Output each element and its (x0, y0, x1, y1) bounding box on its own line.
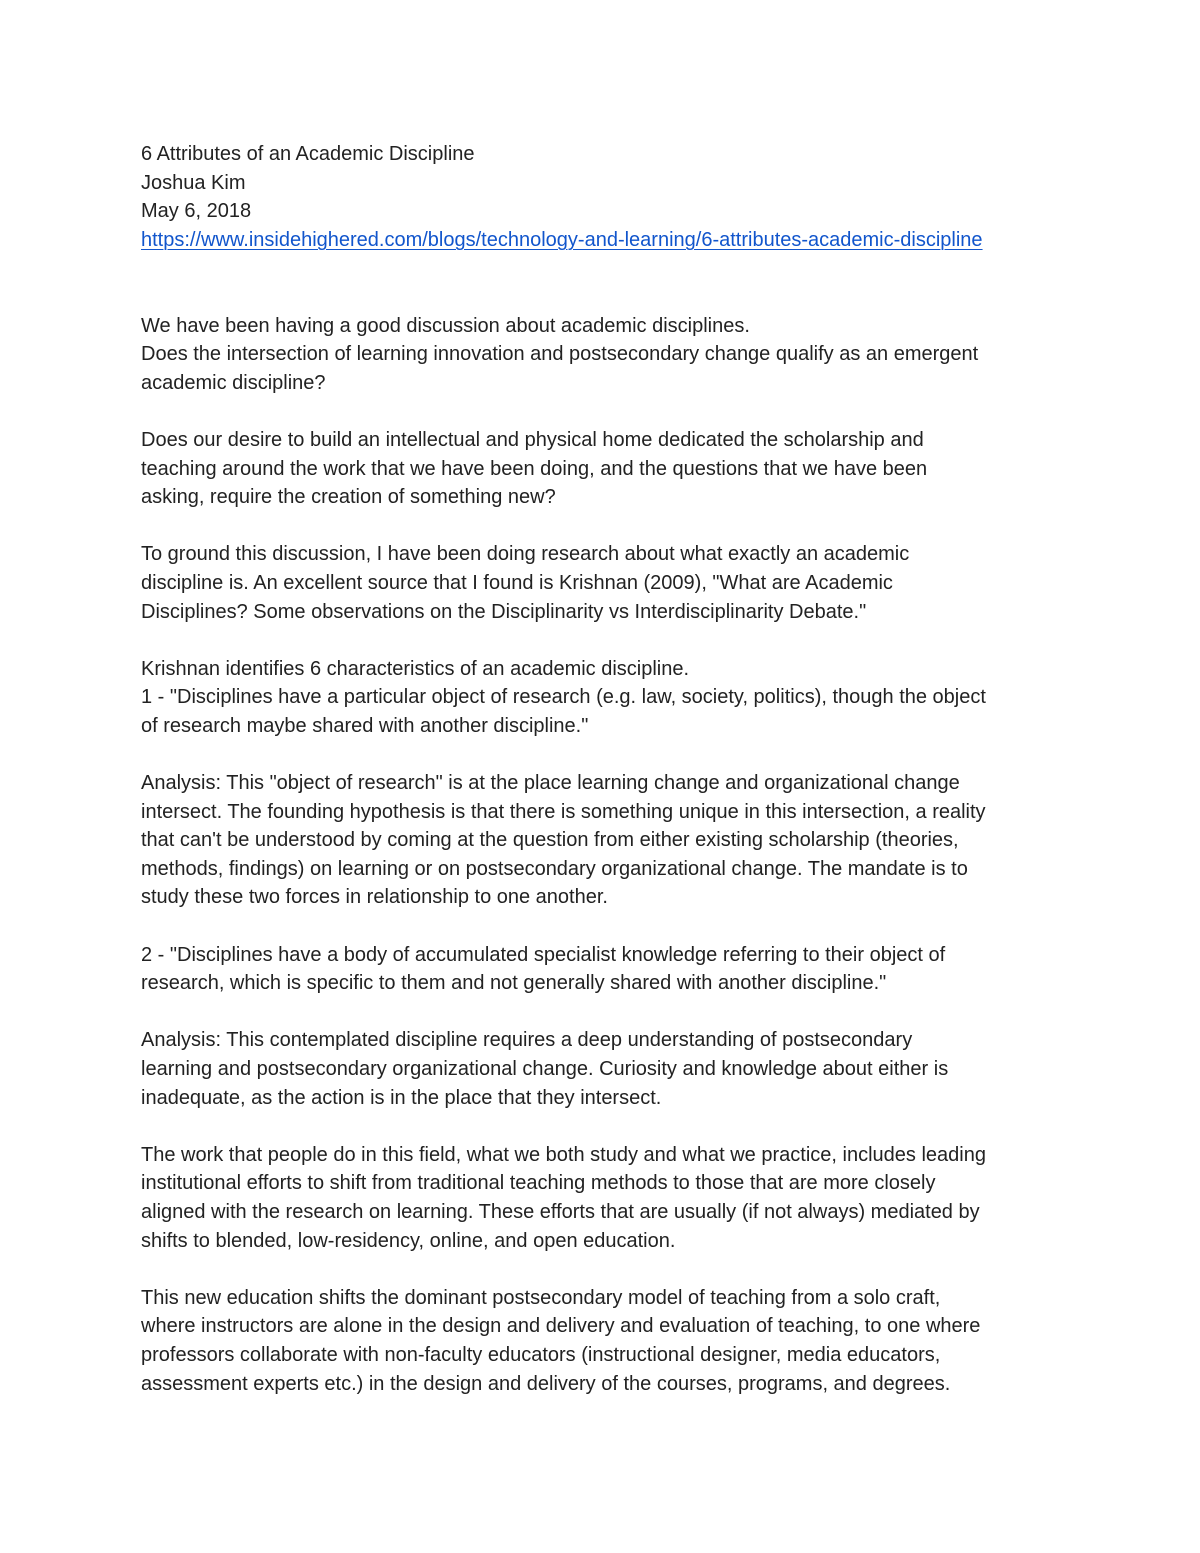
text-line: Does our desire to build an intellectual and physical home dedicated the scholarship and (141, 428, 924, 451)
author-name: Joshua Kim (141, 171, 246, 194)
text-line: Does the intersection of learning innovation and postsecondary change qualify as an emergent (141, 343, 979, 366)
text-line: learning and postsecondary organizational change. Curiosity and knowledge about either is (141, 1058, 949, 1080)
paragraph-spacer (141, 626, 1071, 655)
paragraph (141, 426, 1071, 512)
paragraph (141, 1026, 1071, 1112)
text-line: 2 - "Disciplines have a body of accumulated specialist knowledge referring to their object of (141, 943, 946, 966)
text-line: professors collaborate with non-faculty educators (instructional designer, media educators, (141, 1343, 941, 1366)
text-line: We have been having a good discussion about academic disciplines. (141, 314, 750, 337)
text-line: Analysis: This contemplated discipline requires a deep understanding of postsecondary (141, 1029, 913, 1052)
paragraph (141, 540, 1071, 626)
text-line: where instructors are alone in the design and delivery and evaluation of teaching, to one where (141, 1315, 981, 1338)
text-line: aligned with the research on learning. These efforts that are usually (if not always) mediated by (141, 1200, 980, 1223)
publish-date: May 6, 2018 (141, 200, 252, 223)
paragraph-spacer (141, 512, 1071, 541)
paragraph-spacer (141, 740, 1071, 769)
text-line: Analysis: This "object of research" is at the place learning change and organizational change (141, 772, 960, 795)
source-link[interactable]: https://www.insidehighered.com/blogs/technology-and-learning/6-attributes-academic-discipline (141, 228, 983, 251)
text-line: shifts to blended, low-residency, online, and open education. (141, 1229, 676, 1252)
spacer (141, 254, 1071, 283)
text-line: inadequate, as the action is in the place that they intersect. (141, 1086, 662, 1109)
paragraph (141, 1141, 1071, 1255)
text-line: of research maybe shared with another discipline." (141, 714, 589, 737)
document-page (141, 140, 1071, 1398)
text-line: academic discipline? (141, 371, 326, 394)
text-line: 1 - "Disciplines have a particular object of research (e.g. law, society, politics), though the object (141, 686, 986, 709)
text-line: This new education shifts the dominant postsecondary model of teaching from a solo craft, (141, 1286, 941, 1309)
text-line: assessment experts etc.) in the design and delivery of the courses, programs, and degrees. (141, 1372, 951, 1395)
document-header (141, 140, 1071, 254)
document-body (141, 312, 1071, 1399)
paragraph (141, 941, 1071, 998)
paragraph-spacer (141, 912, 1071, 941)
paragraph (141, 655, 1071, 741)
text-line: Krishnan identifies 6 characteristics of an academic discipline. (141, 657, 690, 680)
paragraph-spacer (141, 1112, 1071, 1141)
paragraph-spacer (141, 397, 1071, 426)
paragraph (141, 1284, 1071, 1398)
text-line: study these two forces in relationship to one another. (141, 886, 608, 909)
text-line: institutional efforts to shift from traditional teaching methods to those that are more closely (141, 1172, 936, 1195)
paragraph-spacer (141, 998, 1071, 1027)
text-line: To ground this discussion, I have been doing research about what exactly an academic (141, 543, 910, 566)
spacer (141, 283, 1071, 312)
text-line: The work that people do in this field, what we both study and what we practice, includes leading (141, 1143, 986, 1166)
text-line: methods, findings) on learning or on postsecondary organizational change. The mandate is to (141, 857, 968, 880)
text-line: teaching around the work that we have been doing, and the questions that we have been (141, 457, 928, 480)
text-line: discipline is. An excellent source that I found is Krishnan (2009), "What are Academic (141, 571, 893, 594)
text-line: that can't be understood by coming at the question from either existing scholarship (theories, (141, 829, 959, 852)
text-line: research, which is specific to them and not generally shared with another discipline." (141, 972, 887, 995)
paragraph-spacer (141, 1255, 1071, 1284)
paragraph (141, 312, 1071, 398)
paragraph (141, 769, 1071, 912)
document-title: 6 Attributes of an Academic Discipline (141, 143, 475, 165)
text-line: asking, require the creation of something new? (141, 486, 556, 509)
text-line: intersect. The founding hypothesis is that there is something unique in this intersection, a reality (141, 800, 986, 823)
text-line: Disciplines? Some observations on the Disciplinarity vs Interdisciplinarity Debate." (141, 600, 867, 623)
